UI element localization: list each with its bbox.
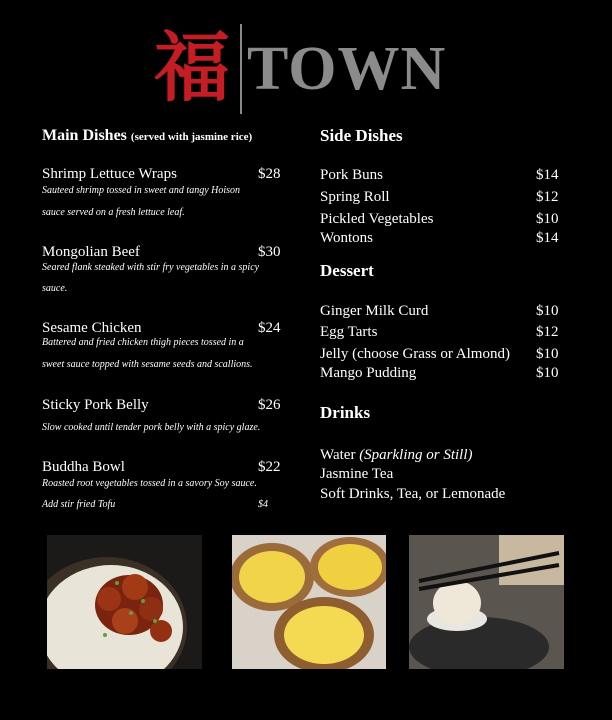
main-dishes-heading (42, 127, 252, 145)
dish-description: Roasted root vegetables tossed in a savory Soy sauce. (42, 478, 257, 489)
side-item-price: $10 (536, 211, 559, 227)
drink-item: Soft Drinks, Tea, or Lemonade (320, 486, 506, 502)
side-item-name: Pickled Vegetables (320, 211, 434, 227)
dish-addon-price: $4 (258, 499, 268, 510)
dessert-item-name: Ginger Milk Curd (320, 303, 429, 319)
dish-price: $22 (258, 459, 281, 475)
dish-price: $30 (258, 244, 281, 260)
dessert-item-price: $10 (536, 365, 559, 381)
drink-item-water (320, 447, 473, 464)
dessert-item-price: $10 (536, 303, 559, 319)
dish-description: sauce. (42, 283, 68, 294)
dessert-item-name: Jelly (choose Grass or Almond) (320, 346, 510, 362)
sesame-chicken-photo (47, 535, 202, 669)
logo-divider (240, 24, 242, 114)
logo-text: TOWN (247, 35, 447, 103)
dish-price: $24 (258, 320, 281, 336)
drink-note: (Sparkling or Still) (359, 447, 473, 463)
dessert-item-price: $10 (536, 346, 559, 362)
logo (150, 20, 480, 116)
dish-addon: Add stir fried Tofu (42, 499, 116, 510)
side-item-name: Spring Roll (320, 189, 390, 205)
dish-name: Mongolian Beef (42, 244, 140, 260)
dish-description: Seared flank steaked with stir fry vegetables in a spicy (42, 262, 260, 273)
dish-name: Buddha Bowl (42, 459, 125, 475)
side-item-price: $14 (536, 230, 559, 246)
dessert-item-price: $12 (536, 324, 559, 340)
dish-name: Sticky Pork Belly (42, 397, 149, 413)
main-dishes-title: Main Dishes (42, 127, 127, 144)
egg-tarts-photo (232, 535, 386, 669)
dessert-item-name: Egg Tarts (320, 324, 378, 340)
dumpling-photo (409, 535, 564, 669)
logo-character: 福 (154, 23, 230, 112)
drinks-heading: Drinks (320, 403, 371, 422)
side-item-name: Wontons (320, 230, 373, 246)
dessert-heading: Dessert (320, 261, 374, 280)
dish-description: Battered and fried chicken thigh pieces tossed in a (42, 337, 244, 348)
dish-price: $28 (258, 166, 281, 182)
dish-name: Sesame Chicken (42, 320, 142, 336)
side-item-price: $12 (536, 189, 559, 205)
dish-price: $26 (258, 397, 281, 413)
drink-name: Water (320, 447, 356, 463)
side-item-price: $14 (536, 167, 559, 183)
drink-item: Jasmine Tea (320, 466, 394, 482)
dish-description: sauce served on a fresh lettuce leaf. (42, 207, 185, 218)
dessert-item-name: Mango Pudding (320, 365, 417, 381)
main-dishes-note: (served with jasmine rice) (130, 131, 253, 143)
side-dishes-heading: Side Dishes (320, 126, 403, 145)
dish-description: Slow cooked until tender pork belly with a spicy glaze. (42, 422, 261, 433)
side-item-name: Pork Buns (320, 167, 383, 183)
dish-description: Sauteed shrimp tossed in sweet and tangy Hoison (42, 185, 241, 196)
dish-name: Shrimp Lettuce Wraps (42, 166, 177, 182)
dish-description: sweet sauce topped with sesame seeds and scallions. (42, 359, 253, 370)
